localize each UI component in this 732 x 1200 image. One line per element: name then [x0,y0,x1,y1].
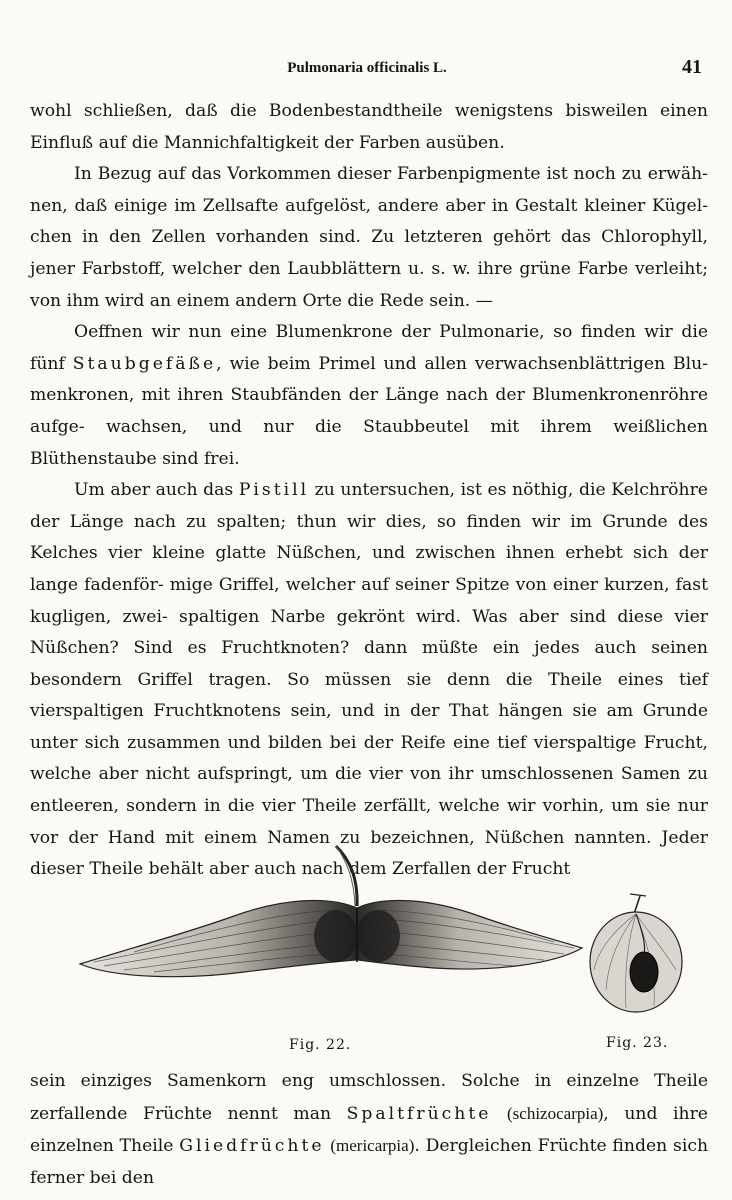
latin-schizocarpia: (schizocarpia) [507,1103,604,1123]
paragraph-1: wohl schließen, daß die Bodenbestandtheile wenigstens bisweilen einen Einfluß auf die Mannichfaltigkeit der Farben ausüben. [30,101,708,153]
figure-22 [74,838,584,1053]
page-number: 41 [682,56,702,78]
mericarp-illustration [584,890,702,1022]
para3-text-a: Oeffnen wir nun eine Blumenkrone der Pulmonarie, so finden wir die fünf [30,322,708,374]
running-title: Pulmonaria officinalis L. [287,60,447,76]
para3-text-b: , wie beim Primel und allen verwachsenblättrigen Blu- menkronen, mit ihren Staubfänden der Länge nach der Blumenkronenröhre aufge- wachsen, und nur die Staubbeutel mit ihrem weißlichen Blüthenstaube sind frei. [30,353,708,469]
term-spaltfruechte: Spaltfrüchte [346,1103,492,1124]
figures-area [30,838,710,1053]
paragraph-3 [30,317,708,475]
para4-text-b: zu untersuchen, ist es nöthig, die Kelchröhre der Länge nach zu spalten; thun wir dies, so finden wir im Grunde des Kelches vier kleine glatte Nüßchen, und zwischen ihnen erhebt sich der lange fadenför- mige Griffel, welcher auf seiner Spitze von einer kurzen, fast kugligen, zwei- spaltigen Narbe gekrönt wird. Was aber sind diese vier Nüßchen? Sind es Fruchtknoten? dann müßte ein jedes auch seinen besondern Griffel tragen. So müssen sie denn die Theile eines tief vierspaltigen Fruchtknotens sein, und in der That hängen sie am Grunde unter sich zusammen und bilden bei der Reife eine tief vierspaltige Frucht, welche aber nicht aufspringt, um die vier von ihr umschlossenen Samen zu entleeren, sondern in die vier Theile zerfällt, welche wir vorhin, um sie nur vor der Hand mit einem Namen zu bezeichnen, Nüßchen nannten. Jeder dieser Theile behält aber auch nach dem Zerfallen der Frucht [30,480,708,880]
para5-text-b: , und ihre einzelnen Theile [30,1103,708,1157]
paragraph-5 [30,1066,708,1194]
para4-text-a: Um aber auch das [74,480,234,501]
paragraph-2: In Bezug auf das Vorkommen dieser Farbenpigmente ist noch zu erwäh- nen, daß einige im Zellsafte aufgelöst, andere aber in Gestalt kleiner Kügel- chen in den Zellen vorhanden sind. Zu letzteren gehört das Chlorophyll, jener Farbstoff, welcher den Laubblättern u. s. w. ihre grüne Farbe verleiht; von ihm wird an einem andern Orte die Rede sein. — [30,164,708,311]
latin-mericarpia: (mericarpia) [330,1136,415,1156]
body-text [30,96,708,886]
page-header [30,56,704,84]
term-gliedfruechte: Gliedfrüchte [179,1136,325,1157]
term-staubgefaesse: Staubgefäße [72,353,217,374]
maple-samara-illustration [74,838,584,1028]
term-pistill: Pistill [238,480,310,501]
bottom-text [30,1066,708,1194]
para5-text-a: sein einziges Samenkorn eng umschlossen. Solche in einzelne Theile zerfallende Früchte nennt man [30,1071,708,1124]
figure-22-caption: Fig. 22. [289,1037,352,1053]
figure-23-caption: Fig. 23. [606,1035,669,1051]
figure-23 [584,890,702,1053]
para5-text-c: . Dergleichen Früchte finden sich ferner bei den [30,1136,709,1188]
paragraph-4 [30,475,708,886]
